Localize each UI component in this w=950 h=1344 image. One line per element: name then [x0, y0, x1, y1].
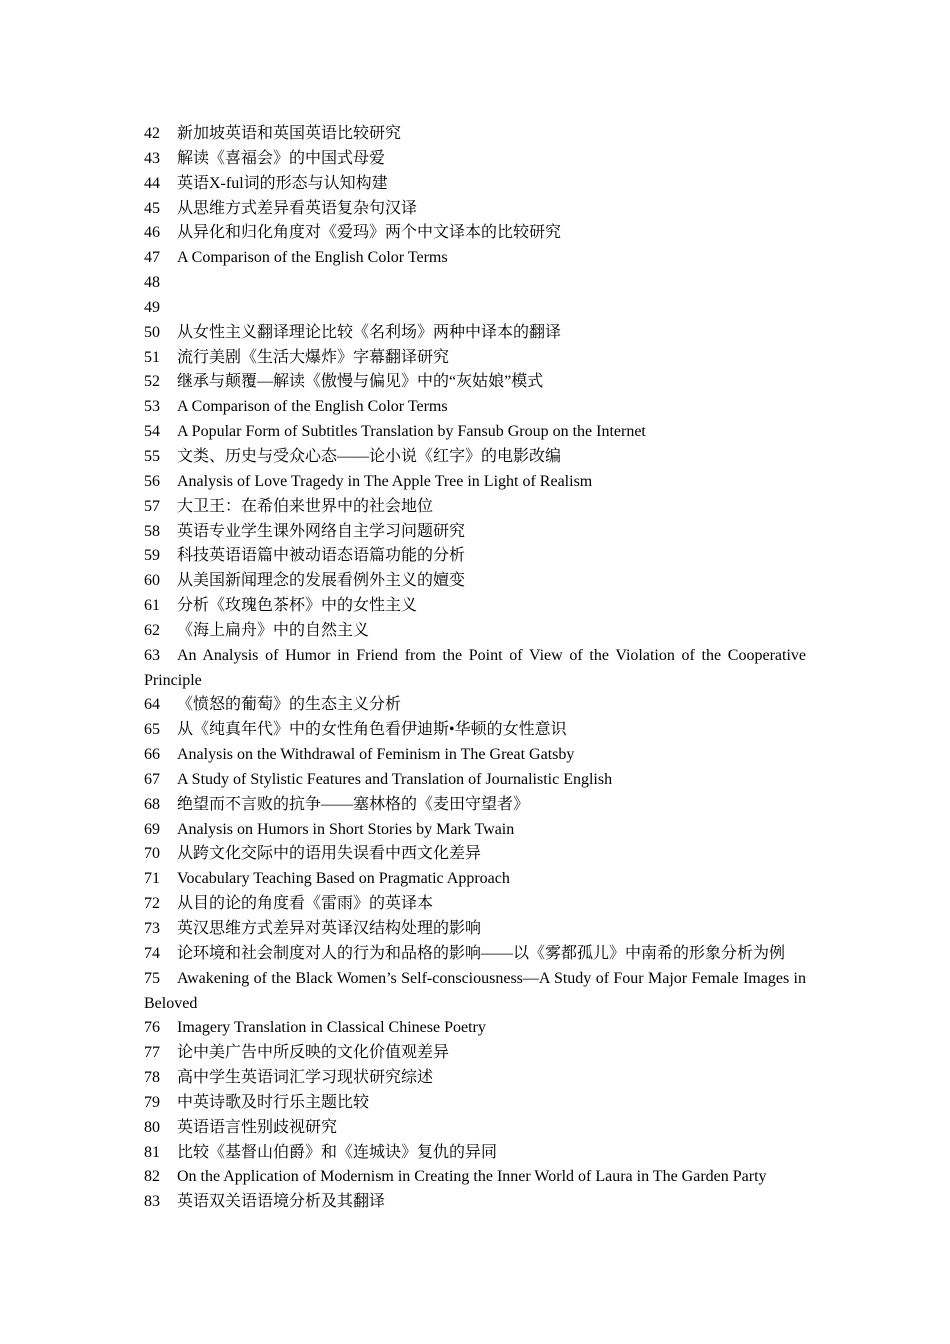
item-number: 74: [144, 944, 160, 962]
item-number: 53: [144, 398, 160, 416]
item-number: 47: [144, 249, 160, 267]
item-title: 流行美剧《生活大爆炸》字幕翻译研究: [177, 348, 450, 366]
item-number: 79: [144, 1093, 160, 1111]
item-number: 66: [144, 746, 160, 764]
item-title: 从异化和归化角度对《爱玛》两个中文译本的比较研究: [177, 224, 562, 242]
list-item: [144, 520, 806, 545]
item-title: 分析《玫瑰色茶杯》中的女性主义: [177, 597, 418, 615]
item-number: 50: [144, 323, 160, 341]
item-number: 44: [144, 174, 160, 192]
list-item: [144, 842, 806, 867]
list-item: [144, 1091, 806, 1116]
item-number: 70: [144, 845, 160, 863]
list-item: [144, 1190, 806, 1215]
item-number: 57: [144, 497, 160, 515]
item-title: Awakening of the Black Women’s Self-consciousness—A Study of Four Major Female Images in Beloved: [144, 969, 806, 1012]
list-item: [144, 718, 806, 743]
list-item: [144, 122, 806, 147]
item-title: 继承与颠覆—解读《傲慢与偏见》中的“灰姑娘”模式: [177, 373, 544, 391]
item-title: Analysis on Humors in Short Stories by Mark Twain: [177, 820, 515, 838]
item-number: 72: [144, 895, 160, 913]
item-number: 69: [144, 820, 160, 838]
item-title: 科技英语语篇中被动语态语篇功能的分析: [177, 547, 466, 565]
item-number: 78: [144, 1069, 160, 1087]
list-item: [144, 1165, 806, 1190]
item-number: 45: [144, 199, 160, 217]
item-title: 英语语言性别歧视研究: [177, 1118, 338, 1136]
list-item: [144, 892, 806, 917]
item-title: 高中学生英语词汇学习现状研究综述: [177, 1069, 434, 1087]
item-number: 68: [144, 795, 160, 813]
list-item: [144, 644, 806, 694]
list-item: [144, 321, 806, 346]
list-item: [144, 1016, 806, 1041]
item-title: 从跨文化交际中的语用失误看中西文化差异: [177, 845, 482, 863]
list-item: [144, 296, 806, 321]
item-title: Analysis on the Withdrawal of Feminism in The Great Gatsby: [177, 746, 575, 764]
item-title: 论中美广告中所反映的文化价值观差异: [177, 1044, 450, 1062]
item-title: A Comparison of the English Color Terms: [177, 398, 448, 416]
item-number: 48: [144, 274, 160, 292]
item-title: 论环境和社会制度对人的行为和品格的影响——以《雾都孤儿》中南希的形象分析为例: [177, 944, 786, 962]
list-item: [144, 495, 806, 520]
item-number: 80: [144, 1118, 160, 1136]
list-item: [144, 420, 806, 445]
item-number: 58: [144, 522, 160, 540]
item-number: 42: [144, 125, 160, 142]
item-number: 61: [144, 597, 160, 615]
item-title: 从目的论的角度看《雷雨》的英译本: [177, 895, 434, 913]
item-number: 56: [144, 472, 160, 490]
list-item: [144, 221, 806, 246]
item-number: 49: [144, 298, 160, 316]
item-title: 英语X-ful词的形态与认知构建: [177, 174, 388, 192]
list-item: [144, 271, 806, 296]
item-title: 从美国新闻理念的发展看例外主义的嬗变: [177, 572, 466, 590]
list-item: [144, 445, 806, 470]
item-number: 62: [144, 621, 160, 639]
list-item: [144, 942, 806, 967]
list-item: [144, 818, 806, 843]
item-number: 65: [144, 721, 160, 739]
item-title: 从思维方式差异看英语复杂句汉译: [177, 199, 418, 217]
item-title: 英语双关语语境分析及其翻译: [177, 1193, 386, 1211]
list-item: [144, 569, 806, 594]
list-item: [144, 619, 806, 644]
item-title: On the Application of Modernism in Creating the Inner World of Laura in The Garden Party: [177, 1168, 767, 1186]
thesis-title-list: [144, 122, 806, 1215]
item-number: 77: [144, 1044, 160, 1062]
list-item: [144, 768, 806, 793]
item-number: 83: [144, 1193, 160, 1211]
list-item: [144, 172, 806, 197]
item-number: 55: [144, 447, 160, 465]
list-item: [144, 147, 806, 172]
item-number: 60: [144, 572, 160, 590]
item-number: 46: [144, 224, 160, 242]
item-number: 82: [144, 1168, 160, 1186]
item-title: 《愤怒的葡萄》的生态主义分析: [177, 696, 402, 714]
list-item: [144, 967, 806, 1017]
list-item: [144, 544, 806, 569]
item-number: 67: [144, 770, 160, 788]
item-title: 从女性主义翻译理论比较《名利场》两种中译本的翻译: [177, 323, 562, 341]
list-item: [144, 395, 806, 420]
item-number: 43: [144, 149, 160, 167]
item-title: 比较《基督山伯爵》和《连城诀》复仇的异同: [177, 1143, 498, 1161]
item-number: 64: [144, 696, 160, 714]
list-item: [144, 743, 806, 768]
item-title: 解读《喜福会》的中国式母爱: [177, 149, 386, 167]
list-item: [144, 1141, 806, 1166]
item-title: An Analysis of Humor in Friend from the Point of View of the Violation of the Cooperative Principle: [144, 646, 806, 689]
item-title: 英汉思维方式差异对英译汉结构处理的影响: [177, 920, 482, 937]
item-title: 中英诗歌及时行乐主题比较: [177, 1093, 370, 1111]
item-number: 51: [144, 348, 160, 366]
item-title: 新加坡英语和英国英语比较研究: [177, 125, 402, 142]
list-item: [144, 594, 806, 619]
list-item: [144, 346, 806, 371]
list-item: [144, 246, 806, 271]
item-number: 71: [144, 870, 160, 888]
item-number: 63: [144, 646, 160, 664]
list-item: [144, 1116, 806, 1141]
item-title: 文类、历史与受众心态——论小说《红字》的电影改编: [177, 447, 562, 465]
list-item: [144, 470, 806, 495]
list-item: [144, 1041, 806, 1066]
list-item: [144, 917, 806, 942]
list-item: [144, 793, 806, 818]
item-number: 59: [144, 547, 160, 565]
item-number: 75: [144, 969, 160, 987]
item-number: 76: [144, 1019, 160, 1037]
item-number: 54: [144, 423, 160, 441]
item-title: Imagery Translation in Classical Chinese Poetry: [177, 1019, 486, 1037]
item-title: Analysis of Love Tragedy in The Apple Tree in Light of Realism: [177, 472, 593, 490]
item-title: 《海上扁舟》中的自然主义: [177, 621, 370, 639]
list-item: [144, 197, 806, 222]
list-item: [144, 1066, 806, 1091]
list-item: [144, 867, 806, 892]
list-item: [144, 693, 806, 718]
list-item: [144, 370, 806, 395]
item-title: 大卫王：在希伯来世界中的社会地位: [177, 497, 434, 515]
item-number: 81: [144, 1143, 160, 1161]
item-title: 绝望而不言败的抗争——塞林格的《麦田守望者》: [177, 795, 530, 813]
item-title: 从《纯真年代》中的女性角色看伊迪斯•华顿的女性意识: [177, 721, 567, 739]
item-title: A Study of Stylistic Features and Translation of Journalistic English: [177, 770, 613, 788]
item-number: 52: [144, 373, 160, 391]
item-title: A Comparison of the English Color Terms: [177, 249, 448, 267]
item-title: Vocabulary Teaching Based on Pragmatic Approach: [177, 870, 510, 888]
item-title: A Popular Form of Subtitles Translation by Fansub Group on the Internet: [177, 423, 646, 441]
item-number: 73: [144, 920, 160, 937]
item-title: 英语专业学生课外网络自主学习问题研究: [177, 522, 466, 540]
